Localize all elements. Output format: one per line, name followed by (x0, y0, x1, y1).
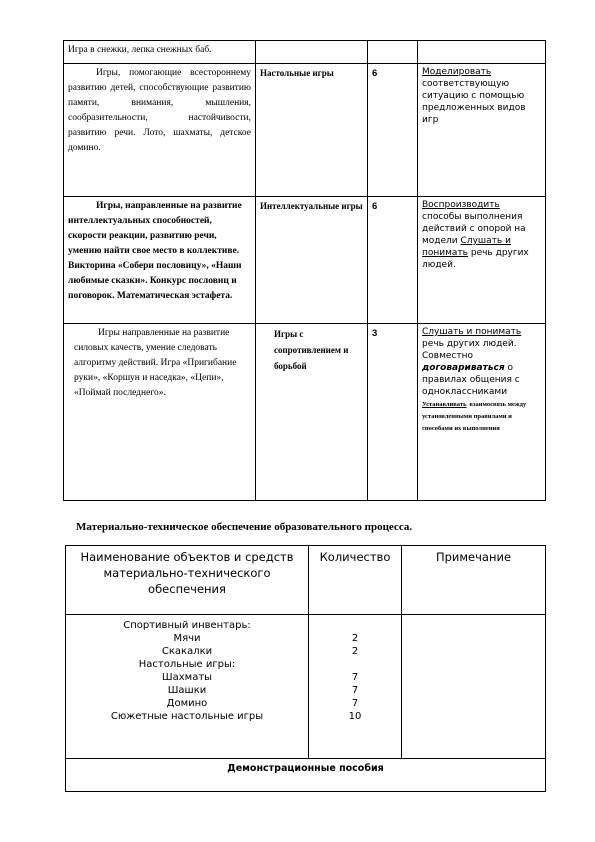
demo-section-title: Демонстрационные пособия (66, 759, 546, 792)
table-row (64, 41, 546, 64)
list-item: Шашки (167, 685, 207, 696)
header-note-text: Примечание (435, 550, 512, 564)
header-note (402, 546, 546, 615)
activity-text: способы выполнения действий с опорой на модели (422, 212, 526, 246)
list-item: Спортивный инвентарь: (123, 620, 251, 631)
content-text: Игры направленные на развитие силовых качеств, умение следовать алгоритму действий. Игра «Пригибание руки», «Коршун и наседка», «Цепи», «Поймай последнего». (74, 328, 237, 398)
activity-verb: Устанавливать (422, 401, 467, 408)
activity-text: речь других людей. Совместно (422, 339, 517, 361)
content-text: Игры, направленные на развитие интеллектуальных способностей, скорости реакции, развитию речи, умению найти свое место в коллективе. Викторина «Собери пословицу», «Наши любимые сказки». Конкурс пословиц и поговорок. Математическая эстафета. (68, 201, 242, 301)
content-cell (64, 324, 256, 501)
header-qty (309, 546, 402, 615)
activities-table (63, 40, 546, 501)
header-name-text: Наименование объектов и средств материально-технического обеспечения (80, 550, 294, 596)
activity-text: взаимосвязь между установленными правилами и способами их выполнения (422, 401, 527, 432)
activity-verb: Слушать и понимать (422, 327, 522, 337)
form-text: Интеллектуальные игры (260, 201, 363, 211)
form-cell (256, 197, 368, 324)
header-name (66, 546, 309, 615)
qty-value: 7 (351, 698, 359, 709)
activity-cell (418, 64, 546, 197)
form-cell (256, 324, 368, 501)
content-cell (64, 41, 256, 64)
form-cell (256, 64, 368, 197)
table-row (64, 197, 546, 324)
qty-value (311, 619, 399, 632)
hours-text: 6 (372, 201, 378, 212)
table-header-row (66, 546, 546, 615)
items-cell (66, 615, 309, 759)
header-qty-text: Количество (319, 550, 391, 564)
activity-verb: Слушать и понимать (422, 236, 511, 258)
note-cell (402, 615, 546, 759)
section-heading: Материально-техническое обеспечение образовательного процесса. (76, 521, 413, 533)
content-cell (64, 197, 256, 324)
qty-value (311, 658, 399, 671)
activity-verb: Воспроизводить (422, 200, 500, 210)
hours-cell (368, 324, 418, 501)
form-cell (256, 41, 368, 64)
hours-cell (368, 197, 418, 324)
table-row (64, 64, 546, 197)
form-text: Игры с сопротивлением и борьбой (274, 329, 349, 371)
table-row (66, 759, 546, 792)
content-text: Игры, помогающие всестороннему развитию детей, способствующие развитию памяти, внимания, мышления, сообразительности, настойчивости, развитию речи. Лото, шахматы, детское домино. (68, 68, 251, 153)
activity-cell (418, 41, 546, 64)
materials-table (65, 545, 546, 792)
table-row (64, 324, 546, 501)
hours-text: 3 (372, 328, 378, 339)
qty-value: 2 (351, 646, 359, 657)
qty-value: 2 (351, 633, 359, 644)
list-item: Домино (166, 698, 208, 709)
qty-value: 7 (351, 672, 359, 683)
qty-value: 10 (348, 711, 362, 722)
list-item: Сюжетные настольные игры (110, 711, 264, 722)
activity-text: речь других людей. (422, 248, 529, 270)
list-item: Скакалки (161, 646, 213, 657)
hours-text: 6 (372, 68, 378, 79)
hours-cell (368, 64, 418, 197)
qty-cell (309, 615, 402, 759)
content-cell (64, 64, 256, 197)
form-text: Настольные игры (260, 68, 334, 78)
list-item: Настольные игры: (138, 659, 236, 670)
hours-cell (368, 41, 418, 64)
activity-cell (418, 324, 546, 501)
content-text: Игра в снежки, лепка снежных баб. (68, 45, 212, 55)
table-row (66, 615, 546, 759)
list-item: Мячи (173, 633, 201, 644)
activity-text: о правилах общения с одноклассниками (422, 363, 520, 397)
list-item: Шахматы (161, 672, 213, 683)
activity-verb: Моделировать (422, 67, 492, 77)
activity-text: соответствующую ситуацию с помощью предложенных видов игр (422, 79, 526, 125)
qty-value: 7 (351, 685, 359, 696)
activity-cell (418, 197, 546, 324)
activity-verb: договариваться (422, 363, 505, 373)
